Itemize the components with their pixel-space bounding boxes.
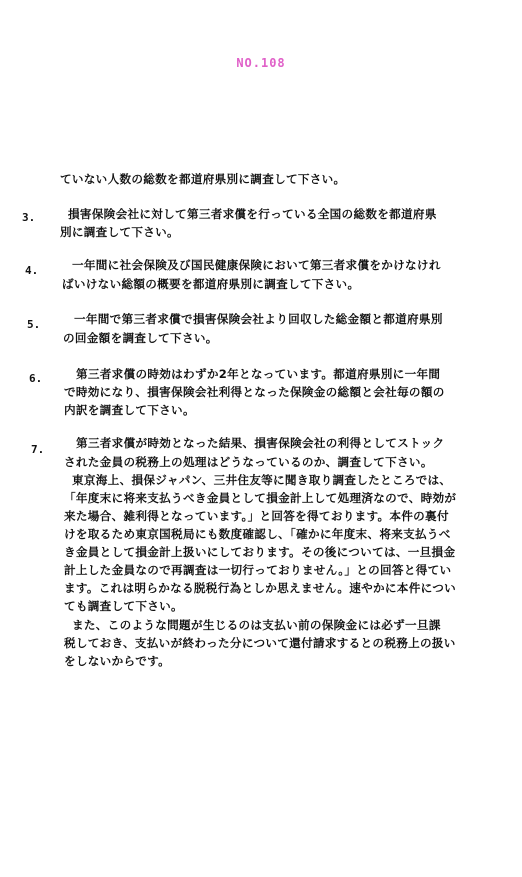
item-4-line-1: 一年間に社会保険及び国民健康保険において第三者求償をかけなけれ — [72, 258, 441, 272]
item-7-line-3: 東京海上、損保ジャパン、三井住友等に聞き取り調査したところでは、 — [72, 473, 452, 487]
item-6-line-3: 内訳を調査して下さい。 — [64, 403, 195, 417]
item-6-line-1: 第三者求償の時効はわずか2年となっています。都道府県別に一年間 — [76, 367, 441, 381]
item-7-line-7: き金員として損金計上扱いにしております。その後については、一旦損金 — [64, 545, 456, 559]
item-6-line-2: で時効になり、損害保険会社利得となった保険金の総額と会社毎の額の — [64, 385, 445, 399]
item-7-line-13: をしないからです。 — [64, 654, 171, 668]
item-7-line-8: 計上した金員なので再調査は一切行っておりません。」との回答と得てい — [64, 563, 452, 577]
item-5-line-1: 一年間で第三者求償で損害保険会社より回収した総金額と都道府県別 — [74, 312, 443, 326]
item-7-line-12: 税しておき、支払いが終わった分について還付請求するとの税務上の扱い — [64, 636, 456, 650]
item-7-line-9: ます。これは明らかなる脱税行為としか思えません。速やかに本件につい — [64, 581, 457, 595]
item-7-line-1: 第三者求償が時効となった結果、損害保険会社の利得としてストック — [76, 436, 445, 450]
item-number-5: 5. — [27, 318, 41, 331]
item-number-6: 6. — [29, 372, 43, 385]
item-3-line-1: 損害保険会社に対して第三者求償を行っている全国の総数を都道府県 — [68, 207, 437, 221]
item-7-line-4: 「年度末に将来支払うべき金員として損金計上して処理済なので、時効が — [64, 491, 457, 505]
intro-line: ていない人数の総数を都道府県別に調査して下さい。 — [60, 172, 346, 186]
item-7-line-5: 来た場合、雑利得となっています。」と回答を得ております。本件の裏付 — [64, 509, 449, 523]
item-7-line-6: けを取るため東京国税局にも数度確認し、「確かに年度末、将来支払うべ — [64, 527, 451, 541]
item-7-line-11: また、このような問題が生じるのは支払い前の保険金には必ず一旦課 — [72, 618, 441, 632]
item-5-line-2: の回金額を調査して下さい。 — [63, 331, 218, 345]
item-7-line-10: ても調査して下さい。 — [64, 599, 183, 613]
item-number-3: 3. — [22, 211, 36, 224]
item-number-7: 7. — [31, 443, 45, 456]
item-4-line-2: ばいけない総額の概要を都道府県別に調査して下さい。 — [62, 277, 360, 291]
item-number-4: 4. — [25, 264, 39, 277]
item-3-line-2: 別に調査して下さい。 — [60, 225, 179, 239]
item-7-line-2: された金員の税務上の処理はどうなっているのか、調査して下さい。 — [64, 455, 433, 469]
page-number: NO.108 — [236, 56, 286, 70]
